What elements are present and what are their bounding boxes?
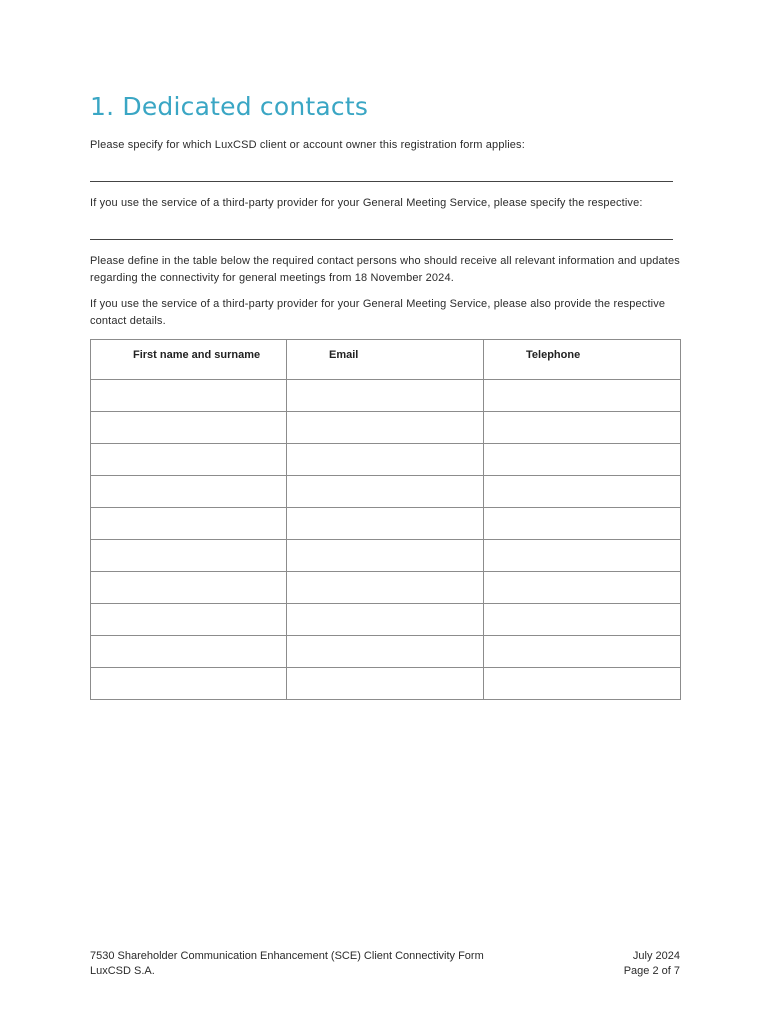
footer-form-title: 7530 Shareholder Communication Enhancement (SCE) Client Connectivity Form (90, 950, 484, 962)
name-cell[interactable] (91, 572, 287, 604)
email-cell[interactable] (287, 444, 484, 476)
footer-right (624, 949, 680, 979)
footer-company: LuxCSD S.A. (90, 965, 155, 977)
client-answer-line[interactable] (90, 181, 673, 182)
provider-prompt: If you use the service of a third-party provider for your General Meeting Service, please specify the respective: (90, 197, 643, 209)
table-row (91, 668, 681, 700)
email-cell[interactable] (287, 508, 484, 540)
table-intro: Please define in the table below the required contact persons who should receive all relevant information and updates regarding the connectivity for general meetings from 18 November 2024. (90, 255, 680, 284)
table-header-row (91, 340, 681, 380)
header-name: First name and surname (91, 340, 287, 380)
name-cell[interactable] (91, 604, 287, 636)
table-row (91, 508, 681, 540)
email-cell[interactable] (287, 636, 484, 668)
email-cell[interactable] (287, 540, 484, 572)
telephone-cell[interactable] (484, 508, 681, 540)
name-cell[interactable] (91, 508, 287, 540)
email-cell[interactable] (287, 668, 484, 700)
table-row (91, 636, 681, 668)
provider-answer-line[interactable] (90, 239, 673, 240)
email-cell[interactable] (287, 476, 484, 508)
telephone-cell[interactable] (484, 444, 681, 476)
name-cell[interactable] (91, 636, 287, 668)
telephone-cell[interactable] (484, 604, 681, 636)
name-cell[interactable] (91, 412, 287, 444)
footer-left (90, 949, 484, 979)
email-cell[interactable] (287, 604, 484, 636)
table-row (91, 412, 681, 444)
footer-page-number: Page 2 of 7 (623, 965, 680, 977)
telephone-cell[interactable] (484, 572, 681, 604)
header-email: Email (287, 340, 484, 380)
telephone-cell[interactable] (484, 668, 681, 700)
telephone-cell[interactable] (484, 636, 681, 668)
client-prompt: Please specify for which LuxCSD client or account owner this registration form applies: (90, 139, 525, 151)
table-row (91, 604, 681, 636)
contact-rows (91, 380, 681, 700)
table-row (91, 476, 681, 508)
telephone-cell[interactable] (484, 476, 681, 508)
header-telephone: Telephone (484, 340, 681, 380)
contacts-table (90, 339, 681, 700)
telephone-cell[interactable] (484, 412, 681, 444)
telephone-cell[interactable] (484, 380, 681, 412)
name-cell[interactable] (91, 380, 287, 412)
name-cell[interactable] (91, 444, 287, 476)
footer-date: July 2024 (632, 950, 680, 962)
email-cell[interactable] (287, 380, 484, 412)
email-cell[interactable] (287, 412, 484, 444)
name-cell[interactable] (91, 540, 287, 572)
table-row (91, 444, 681, 476)
name-cell[interactable] (91, 668, 287, 700)
email-cell[interactable] (287, 572, 484, 604)
table-row (91, 540, 681, 572)
telephone-cell[interactable] (484, 540, 681, 572)
provider-contacts-prompt: If you use the service of a third-party provider for your General Meeting Service, please also provide the respective contact details. (90, 298, 666, 327)
table-row (91, 572, 681, 604)
section-heading: 1. Dedicated contacts (90, 92, 369, 121)
name-cell[interactable] (91, 476, 287, 508)
table-row (91, 380, 681, 412)
